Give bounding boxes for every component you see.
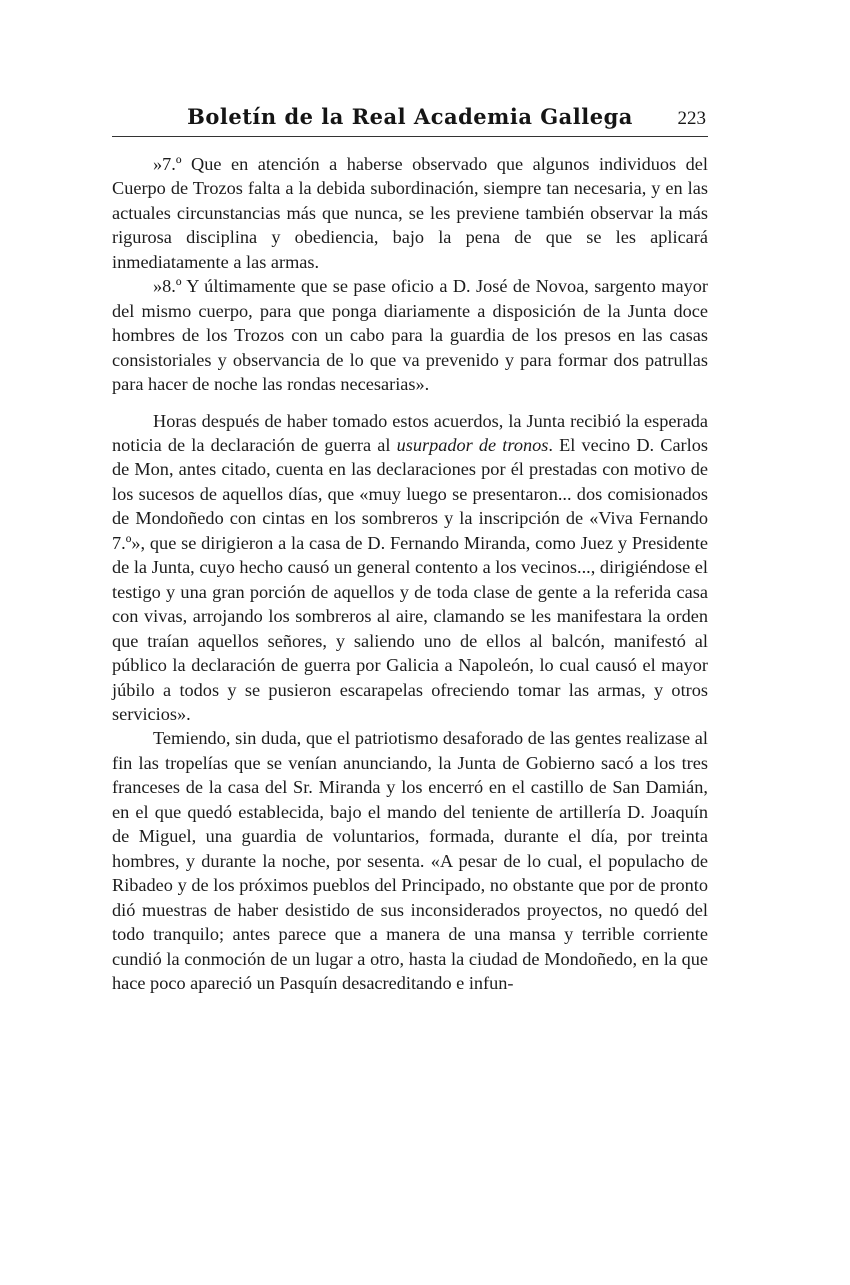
paragraph-text-after: . El vecino D. Carlos de Mon, antes citado, cuenta en las declaraciones por él prestadas con motivo de los sucesos de aquellos días, que «muy luego se presentaron... dos comisionados de Mondoñedo con cintas en los sombreros y la inscripción de «Viva Fernando 7.º», que se dirigieron a la casa de D. Fernando Miranda, como Juez y Presidente de la Junta, cuyo hecho causó un general contento a los vecinos..., dirigiéndose el testigo y una gran porción de aquellos y de toda clase de gente a la referida casa con vivas, arrojando los sombreros al aire, clamando se les manifestara la orden que traían aquellos señores, y saliendo uno de ellos al balcón, manifestó al público la declaración de guerra por Galicia a Napoleón, lo cual causó el mayor júbilo a todos y se pusieron escarapelas ofreciendo tomar las armas, y otros servicios».	[112, 434, 708, 724]
paragraph-article-8: »8.º Y últimamente que se pase oficio a D. José de Novoa, sargento mayor del mismo cuerpo, para que ponga diariamente a disposición de la Junta doce hombres de los Trozos con un cabo para la guardia de los presos en las casas consistoriales y observancia de lo que va prevenido y para formar dos patrullas para hacer de noche las rondas necesarias».	[112, 276, 708, 395]
page-number: 223	[677, 108, 706, 129]
paragraph-french-prisoners: Temiendo, sin duda, que el patriotismo desaforado de las gentes realizase al fin las tropelías que se venían anunciando, la Junta de Gobierno sacó a los tres franceses de la casa del Sr. Miranda y los encerró en el castillo de San Damián, en el que quedó establecida, bajo el mando del teniente de artillería D. Joaquín de Miguel, una guardia de voluntarios, formada, durante el día, por treinta hombres, y durante la noche, por sesenta. «A pesar de lo cual, el populacho de Ribadeo y de los próximos pueblos del Principado, no obstante que por de pronto dió muestras de haber desistido de sus inconsiderados proyectos, no quedó del todo tranquilo; antes parece que a manera de una mansa y terrible corriente cundió la conmoción de un lugar a otro, hasta la ciudad de Mondoñedo, en la que hace poco apareció un Pasquín desacreditando e infun-	[112, 728, 708, 993]
paragraph-declaration-of-war	[112, 409, 708, 727]
running-title: Boletín de la Real Academia Gallega	[187, 104, 633, 129]
header-rule	[112, 136, 708, 137]
paragraph-text-before: Horas después de haber tomado estos acuerdos, la Junta recibió la esperada noticia de la declaración de guerra al	[112, 410, 708, 455]
paragraph-article-7: »7.º Que en atención a haberse observado que algunos individuos del Cuerpo de Trozos falta a la debida subordinación, siempre tan necesaria, y en las actuales circunstancias más que nunca, se les previene también observar la más rigurosa disciplina y obediencia, bajo la pena de que se les aplicará inmediatamente a las armas.	[112, 154, 708, 272]
page-header	[112, 100, 708, 136]
body-text	[112, 152, 708, 995]
italic-phrase: usurpador de tronos	[396, 434, 549, 455]
